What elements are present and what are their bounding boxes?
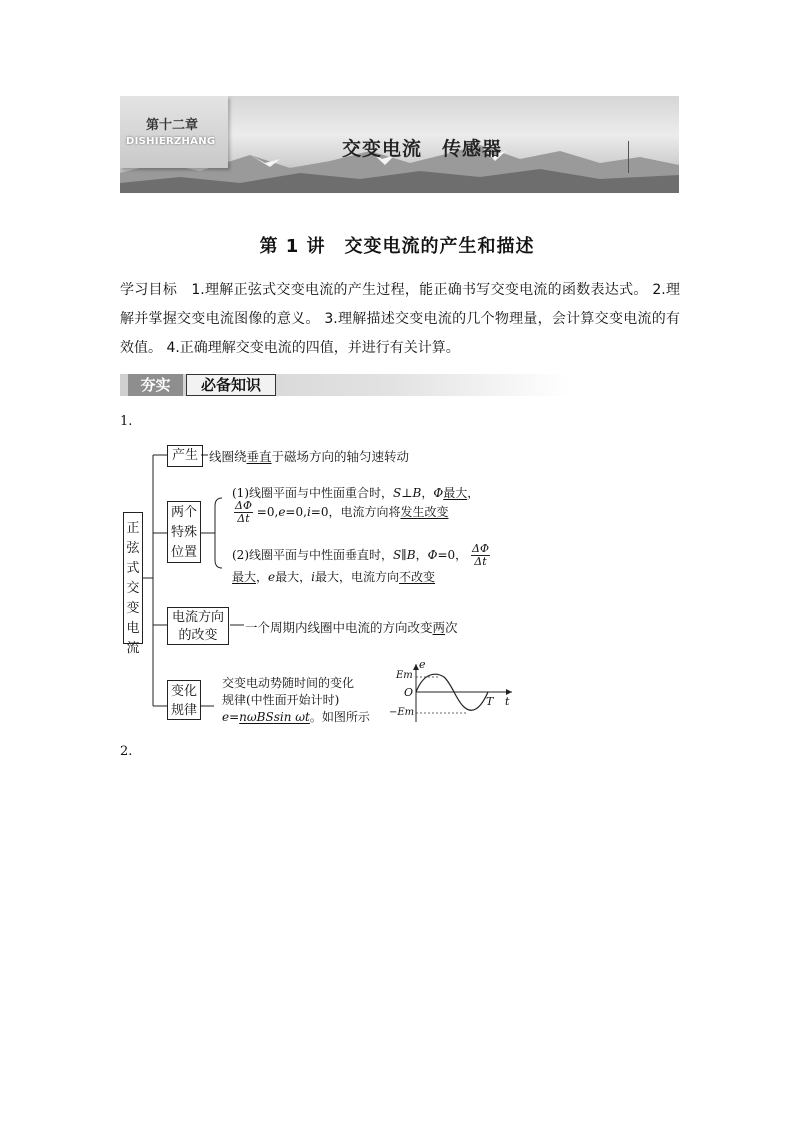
- special-position-1-line1: (1)线圈平面与中性面重合时，S⊥B，Φ最大，: [232, 486, 480, 500]
- sine-graph: [413, 664, 512, 722]
- branch-special-positions-box: 两个特殊位置: [167, 501, 201, 563]
- graph-period-label: T: [486, 695, 494, 708]
- learning-goals: 学习目标 1.理解正弦式交变电流的产生过程，能正确书写交变电流的函数表达式。 2.理解并掌握交变电流图像的意义。 3.理解描述交变电流的几个物理量，会计算交变电流的有效值。 4.正确理解交变电流的四值，并进行有关计算。: [120, 282, 680, 356]
- variation-law-formula: e=nωBSsin ωt。如图所示: [222, 710, 370, 724]
- graph-axis-e-label: e: [419, 658, 426, 671]
- branch-variation-law-box: 变化规律: [167, 680, 201, 720]
- chapter-number: 第十二章: [146, 118, 199, 133]
- special-position-1-line2: $\frac{\Delta\Phi}{\Delta t}$ =0,e=0,i=0，电流方向将发生改变: [235, 499, 449, 525]
- generation-text: 线圈绕垂直于磁场方向的轴匀速转动: [209, 449, 410, 464]
- graph-neg-em-label: −Em: [389, 707, 415, 718]
- chapter-title: 交变电流 传感器: [342, 138, 503, 160]
- branch-direction-change-box: 电流方向的改变: [167, 607, 229, 645]
- chapter-pinyin: DISHIERZHANG: [126, 136, 216, 147]
- item-number-2: 2.: [120, 744, 133, 759]
- branch-generation-box: 产生: [167, 445, 203, 467]
- special-position-2-line2: 最大，e最大，i最大，电流方向不改变: [232, 570, 436, 584]
- item-number-1: 1.: [120, 414, 133, 429]
- graph-em-label: Em: [396, 670, 413, 681]
- graph-axis-t-label: t: [505, 695, 510, 708]
- lesson-title: 第 1 讲 交变电流的产生和描述: [259, 236, 535, 257]
- graph-origin-label: O: [404, 686, 414, 699]
- direction-change-text: 一个周期内线圈中电流的方向改变两次: [245, 620, 458, 635]
- variation-law-line2: 规律(中性面开始计时): [222, 693, 340, 707]
- section-label-part2: 必备知识: [186, 374, 276, 396]
- special-position-2-line1: (2)线圈平面与中性面垂直时，S∥B，Φ=0， $\frac{\Delta\Phi}{\Delta t}$: [232, 542, 489, 568]
- root-box: 正弦式交变电流: [123, 512, 143, 644]
- variation-law-line1: 交变电动势随时间的变化: [222, 676, 355, 690]
- section-label-part1: 夯实: [128, 374, 183, 396]
